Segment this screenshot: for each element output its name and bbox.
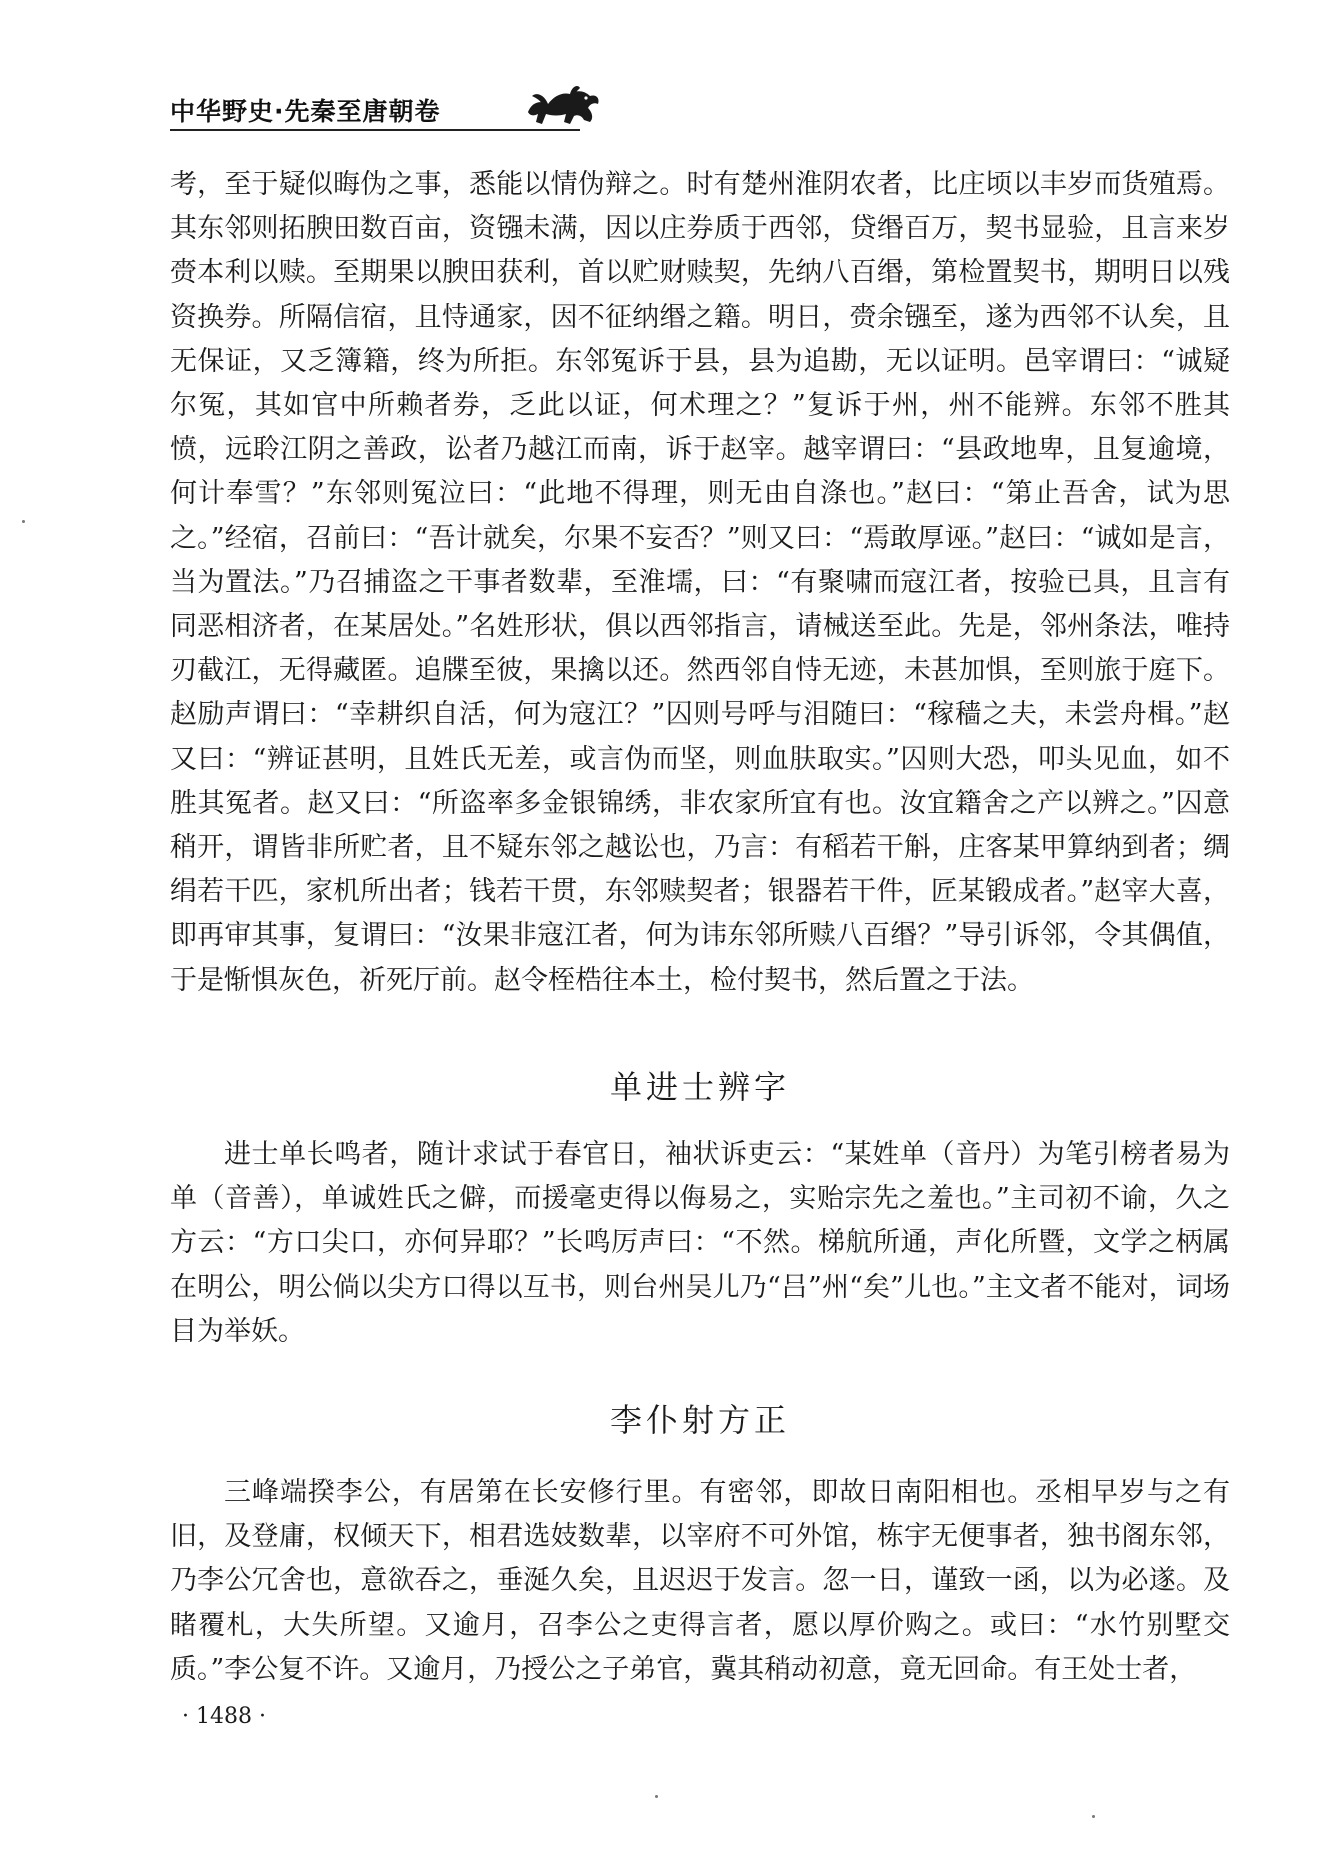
story-li-pushe (170, 1471, 1230, 1692)
scan-speck (22, 520, 25, 523)
scan-speck (655, 1795, 658, 1798)
section-title-li-pushe: 李仆射方正 (609, 1401, 790, 1439)
section-title-shan-jinshi: 单进士辨字 (609, 1068, 790, 1106)
page-number: · 1488 · (182, 1704, 266, 1729)
header-rule (170, 129, 580, 131)
story-shan-jinshi (170, 1133, 1230, 1354)
book-series-title: 中华野史·先秦至唐朝卷 (170, 97, 441, 126)
story-paragraph: 三峰端揆李公，有居第在长安修行里。有密邻，即故日南阳相也。丞相早岁与之有旧，及登庸，权倾天下，相君选妓数辈，以宰府不可外馆，栋宇无便事者，独书阁东邻，乃李公冗舍也，意欲吞之，垂涎久矣，且迟迟于发言。忽一日，谨致一函，以为必遂。及睹覆札，大失所望。又逾月，召李公之吏得言者，愿以厚价购之。或曰：“水竹别墅交质。”李公复不许。又逾月，乃授公之子弟官，冀其稍动初意，竟无回命。有王处士者， (170, 1477, 1230, 1685)
story-paragraph: 进士单长鸣者，随计求试于春官日，袖状诉吏云：“某姓单（音丹）为笔引榜者易为单（音善），单诚姓氏之僻，而援毫吏得以侮易之，实贻宗先之羞也。”主司初不谕，久之方云：“方口尖口，亦何异耶？”长鸣厉声曰：“不然。梯航所通，声化所暨，文学之柄属在明公，明公倘以尖方口得以互书，则台州吴儿乃“吕”州“矣”儿也。”主文者不能对，词场目为举妖。 (170, 1139, 1230, 1347)
story-paragraph: 考，至于疑似晦伪之事，悉能以情伪辩之。时有楚州淮阴农者，比庄顷以丰岁而货殖焉。其东邻则拓腴田数百亩，资镪未满，因以庄券质于西邻，贷缗百万，契书显验，且言来岁赍本利以赎。至期果以腴田获利，首以贮财赎契，先纳八百缗，第检置契书，期明日以残资换券。所隔信宿，且恃通家，因不征纳缗之籍。明日，赍余镪至，遂为西邻不认矣，且无保证，又乏簿籍，终为所拒。东邻冤诉于县，县为追勘，无以证明。邑宰谓曰：“诚疑尔冤，其如官中所赖者券，乏此以证，何术理之？”复诉于州，州不能辨。东邻不胜其愤，远聆江阴之善政，讼者乃越江而南，诉于赵宰。越宰谓曰：“县政地卑，且复逾境，何计奉雪？”东邻则冤泣曰：“此地不得理，则无由自涤也。”赵曰：“第止吾舍，试为思之。”经宿，召前曰：“吾计就矣，尔果不妄否？”则又曰：“焉敢厚诬。”赵曰：“诚如是言，当为置法。”乃召捕盗之干事者数辈，至淮壖，曰：“有聚啸而寇江者，按验已具，且言有同恶相济者，在某居处。”名姓形状，俱以西邻指言，请械送至此。先是，邻州条法，唯持刃截江，无得藏匿。追牒至彼，果擒以还。然西邻自恃无迹，未甚加惧，至则旅于庭下。赵励声谓曰：“幸耕织自活，何为寇江？”囚则号呼与泪随曰：“稼穑之夫，未尝舟楫。”赵又曰：“辨证甚明，且姓氏无差，或言伪而坚，则血肤取实。”囚则大恐，叩头见血，如不胜其冤者。赵又曰：“所盗率多金银锦绣，非农家所宜有也。汝宜籍舍之产以辨之。”囚意稍开，谓皆非所贮者，且不疑东邻之越讼也，乃言：有稻若干斛，庄客某甲算纳到者；绸绢若干匹，家机所出者；钱若干贯，东邻赎契者；银器若干件，匠某锻成者。”赵宰大喜，即再审其事，复谓曰：“汝果非寇江者，何为讳东邻所赎八百缗？”导引诉邻，令其偶值，于是惭惧灰色，祈死厅前。赵令桎梏往本土，检付契书，然后置之于法。 (170, 169, 1230, 996)
scan-speck (1092, 1815, 1095, 1818)
mythical-beast-icon (522, 82, 604, 130)
story-continuation (170, 163, 1230, 1003)
running-header (170, 88, 620, 130)
